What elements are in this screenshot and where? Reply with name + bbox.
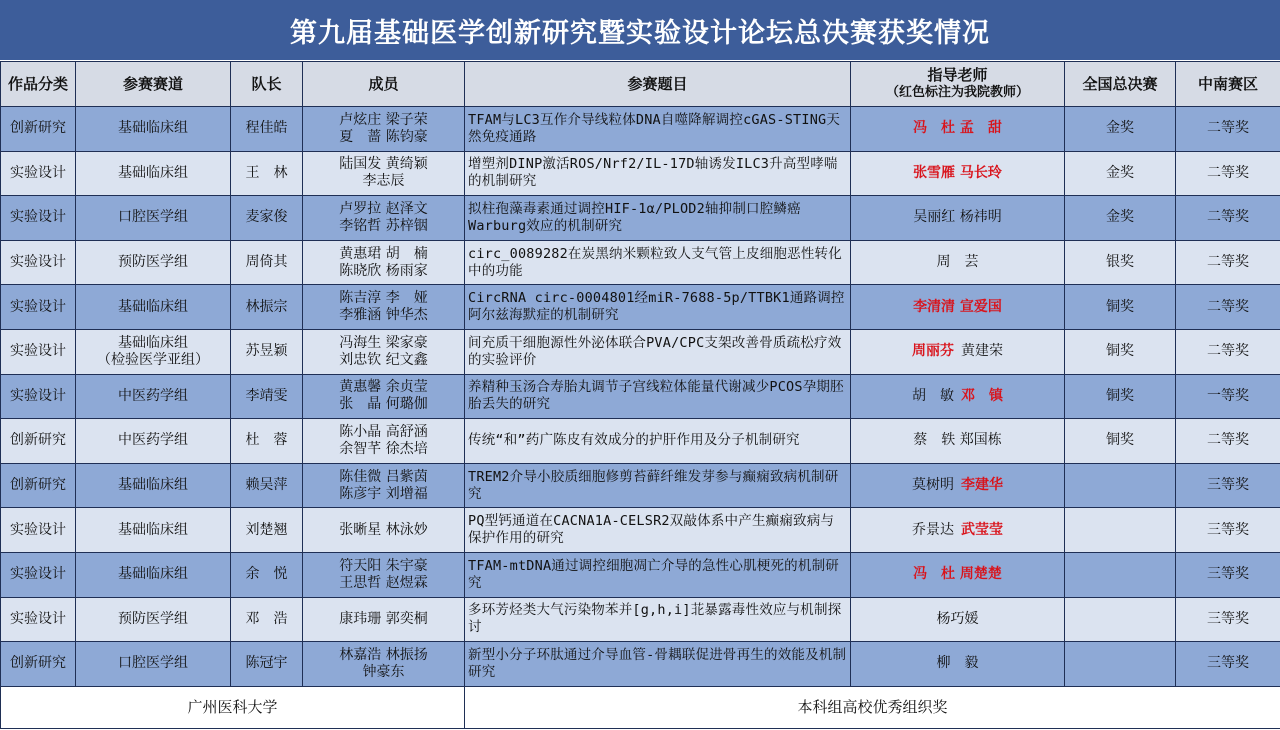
cell-advisor xyxy=(851,552,1065,597)
cell-regional: 二等奖 xyxy=(1176,285,1280,330)
track-label: 预防医学组 xyxy=(118,610,188,627)
cell-topic: circ_0089282在炭黑纳米颗粒致人支气管上皮细胞恶性转化中的功能 xyxy=(465,240,851,285)
advisor-school-teacher: 邓 镇 xyxy=(961,387,1003,404)
members-line-1: 陈小晶 高舒涵 xyxy=(339,423,428,440)
members-line-1: 张晰星 林泳妙 xyxy=(339,521,428,538)
cell-track xyxy=(76,329,231,374)
header-advisor-note: （红色标注为我院教师） xyxy=(885,85,1029,100)
members-line-1: 卢罗拉 赵泽文 xyxy=(339,200,428,217)
members-line-1: 康玮珊 郭奕桐 xyxy=(339,610,428,627)
advisor-school-teacher: 冯 杜 孟 甜 xyxy=(913,120,1002,137)
cell-advisor xyxy=(851,642,1065,687)
cell-regional: 三等奖 xyxy=(1176,508,1280,553)
members-line-2: 夏 蔷 陈钧豪 xyxy=(339,128,428,145)
cell-members xyxy=(303,597,465,642)
header-regional: 中南赛区 xyxy=(1176,62,1280,107)
members-line-2: 陈晓欣 杨雨家 xyxy=(339,262,428,279)
cell-national xyxy=(1065,642,1176,687)
header-advisor-label: 指导老师 xyxy=(927,66,988,84)
cell-category: 实验设计 xyxy=(1,151,76,196)
cell-regional: 三等奖 xyxy=(1176,463,1280,508)
table-row xyxy=(1,196,1280,241)
table-row xyxy=(1,329,1280,374)
advisor-external-teacher: 吴丽红 杨祎明 xyxy=(913,209,1002,226)
cell-topic: 拟柱孢藻毒素通过调控HIF-1α/PLOD2轴抑制口腔鳞癌Warburg效应的机制研究 xyxy=(465,196,851,241)
header-leader: 队长 xyxy=(231,62,303,107)
cell-category: 创新研究 xyxy=(1,642,76,687)
advisor-school-teacher: 张雪雁 马长玲 xyxy=(913,164,1002,181)
cell-members xyxy=(303,463,465,508)
table-row xyxy=(1,240,1280,285)
advisor-school-teacher: 李清清 宣爱国 xyxy=(913,298,1002,315)
cell-members xyxy=(303,107,465,152)
cell-national: 铜奖 xyxy=(1065,419,1176,464)
cell-topic: 养精种玉汤合寿胎丸调节子宫线粒体能量代谢减少PCOS孕期胚胎丢失的研究 xyxy=(465,374,851,419)
cell-regional: 三等奖 xyxy=(1176,642,1280,687)
cell-leader: 刘楚翘 xyxy=(231,508,303,553)
cell-national: 银奖 xyxy=(1065,240,1176,285)
table-row xyxy=(1,151,1280,196)
cell-members xyxy=(303,285,465,330)
cell-advisor xyxy=(851,463,1065,508)
table-row xyxy=(1,642,1280,687)
members-line-1: 冯海生 梁家豪 xyxy=(339,334,428,351)
cell-advisor xyxy=(851,196,1065,241)
cell-regional: 一等奖 xyxy=(1176,374,1280,419)
cell-track xyxy=(76,419,231,464)
cell-regional: 二等奖 xyxy=(1176,329,1280,374)
members-line-2: 张 晶 何璐伽 xyxy=(339,396,428,413)
cell-regional: 二等奖 xyxy=(1176,419,1280,464)
track-label: 预防医学组 xyxy=(118,254,188,271)
advisor-school-teacher: 周丽芬 xyxy=(912,343,954,360)
cell-members xyxy=(303,419,465,464)
table-row xyxy=(1,419,1280,464)
cell-category: 实验设计 xyxy=(1,285,76,330)
cell-track xyxy=(76,597,231,642)
cell-topic: TFAM与LC3互作介导线粒体DNA自噬降解调控cGAS-STING天然免疫通路 xyxy=(465,107,851,152)
table-row xyxy=(1,508,1280,553)
cell-track xyxy=(76,374,231,419)
cell-category: 创新研究 xyxy=(1,107,76,152)
cell-members xyxy=(303,374,465,419)
table-row xyxy=(1,107,1280,152)
header-row xyxy=(1,62,1280,107)
members-line-1: 卢炫庄 梁子荣 xyxy=(339,111,428,128)
cell-track xyxy=(76,508,231,553)
track-label: 基础临床组 xyxy=(118,164,188,181)
table-row xyxy=(1,552,1280,597)
track-label: 基础临床组 xyxy=(118,120,188,137)
header-topic: 参赛题目 xyxy=(465,62,851,107)
advisor-external-teacher: 蔡 轶 郑国栋 xyxy=(913,432,1002,449)
cell-category: 实验设计 xyxy=(1,329,76,374)
cell-national xyxy=(1065,552,1176,597)
cell-topic: 多环芳烃类大气污染物苯并[g,h,i]苝暴露毒性效应与机制探讨 xyxy=(465,597,851,642)
members-line-2: 刘忠钦 纪文鑫 xyxy=(339,351,428,368)
cell-track xyxy=(76,285,231,330)
cell-track xyxy=(76,463,231,508)
advisor-external-teacher: 周 芸 xyxy=(936,254,979,271)
track-label: 中医药学组 xyxy=(118,387,188,404)
advisor-external-teacher: 黄建荣 xyxy=(961,343,1003,360)
page-title: 第九届基础医学创新研究暨实验设计论坛总决赛获奖情况 xyxy=(0,0,1280,60)
table-row xyxy=(1,374,1280,419)
cell-topic: TREM2介导小胶质细胞修剪苔藓纤维发芽参与癫痫致病机制研究 xyxy=(465,463,851,508)
cell-category: 创新研究 xyxy=(1,463,76,508)
cell-national xyxy=(1065,597,1176,642)
cell-topic: 新型小分子环肽通过介导血管-骨耦联促进骨再生的效能及机制研究 xyxy=(465,642,851,687)
cell-category: 实验设计 xyxy=(1,597,76,642)
members-line-1: 林嘉浩 林振扬 xyxy=(339,646,428,663)
track-label: 口腔医学组 xyxy=(118,209,188,226)
table-row xyxy=(1,597,1280,642)
cell-advisor xyxy=(851,597,1065,642)
members-line-1: 黄惠馨 余贞莹 xyxy=(339,379,428,396)
cell-leader: 杜 蓉 xyxy=(231,419,303,464)
cell-leader: 周倚其 xyxy=(231,240,303,285)
members-line-2: 余智芊 徐杰培 xyxy=(339,440,428,457)
cell-leader: 麦家俊 xyxy=(231,196,303,241)
cell-advisor xyxy=(851,240,1065,285)
cell-regional: 二等奖 xyxy=(1176,107,1280,152)
cell-members xyxy=(303,552,465,597)
advisor-external-teacher: 杨巧媛 xyxy=(936,610,979,627)
members-line-2: 钟豪东 xyxy=(362,663,405,680)
members-line-1: 符天阳 朱宇豪 xyxy=(339,557,428,574)
header-advisor xyxy=(851,62,1065,107)
cell-national xyxy=(1065,508,1176,553)
cell-track xyxy=(76,107,231,152)
cell-members xyxy=(303,642,465,687)
cell-national: 铜奖 xyxy=(1065,374,1176,419)
cell-category: 实验设计 xyxy=(1,508,76,553)
cell-national: 金奖 xyxy=(1065,107,1176,152)
cell-members xyxy=(303,240,465,285)
cell-advisor xyxy=(851,285,1065,330)
members-line-2: 陈彦宇 刘增福 xyxy=(339,485,428,502)
cell-members xyxy=(303,196,465,241)
members-line-2: 王思哲 赵煜霖 xyxy=(339,574,428,591)
cell-national: 铜奖 xyxy=(1065,329,1176,374)
cell-national: 金奖 xyxy=(1065,196,1176,241)
members-line-2: 李铭哲 苏梓铟 xyxy=(339,217,428,234)
cell-national: 金奖 xyxy=(1065,151,1176,196)
header-members: 成员 xyxy=(303,62,465,107)
track-label: 基础临床组 xyxy=(118,334,188,351)
cell-topic: PQ型钙通道在CACNA1A-CELSR2双敲体系中产生癫痫致病与保护作用的研究 xyxy=(465,508,851,553)
cell-members xyxy=(303,151,465,196)
cell-leader: 王 林 xyxy=(231,151,303,196)
cell-topic: 间充质干细胞源性外泌体联合PVA/CPC支架改善骨质疏松疗效的实验评价 xyxy=(465,329,851,374)
cell-regional: 三等奖 xyxy=(1176,552,1280,597)
members-line-1: 陈吉淳 李 娅 xyxy=(339,290,428,307)
footer-row xyxy=(1,686,1280,728)
cell-advisor xyxy=(851,107,1065,152)
cell-regional: 二等奖 xyxy=(1176,196,1280,241)
cell-leader: 陈冠宇 xyxy=(231,642,303,687)
advisor-school-teacher: 冯 杜 周楚楚 xyxy=(913,566,1002,583)
cell-leader: 苏昱颖 xyxy=(231,329,303,374)
cell-category: 实验设计 xyxy=(1,240,76,285)
header-track: 参赛赛道 xyxy=(76,62,231,107)
cell-regional: 三等奖 xyxy=(1176,597,1280,642)
cell-advisor xyxy=(851,508,1065,553)
members-line-1: 陈佳微 吕紫茵 xyxy=(339,468,428,485)
cell-regional: 二等奖 xyxy=(1176,240,1280,285)
cell-topic: TFAM-mtDNA通过调控细胞凋亡介导的急性心肌梗死的机制研究 xyxy=(465,552,851,597)
track-sublabel: （检验医学亚组） xyxy=(97,351,209,368)
header-category: 作品分类 xyxy=(1,62,76,107)
cell-topic: 传统“和”药广陈皮有效成分的护肝作用及分子机制研究 xyxy=(465,419,851,464)
cell-track xyxy=(76,552,231,597)
cell-track xyxy=(76,151,231,196)
cell-leader: 邓 浩 xyxy=(231,597,303,642)
cell-track xyxy=(76,240,231,285)
cell-leader: 程佳皓 xyxy=(231,107,303,152)
advisor-external-teacher: 胡 敏 xyxy=(912,387,954,404)
cell-category: 实验设计 xyxy=(1,552,76,597)
cell-leader: 李靖雯 xyxy=(231,374,303,419)
cell-leader: 林振宗 xyxy=(231,285,303,330)
track-label: 基础临床组 xyxy=(118,521,188,538)
cell-advisor xyxy=(851,329,1065,374)
cell-category: 实验设计 xyxy=(1,196,76,241)
cell-members xyxy=(303,329,465,374)
track-label: 中医药学组 xyxy=(118,432,188,449)
members-line-1: 陆国发 黄绮颖 xyxy=(339,156,428,173)
advisor-external-teacher: 莫树明 xyxy=(912,477,954,494)
cell-regional: 二等奖 xyxy=(1176,151,1280,196)
cell-advisor xyxy=(851,374,1065,419)
advisor-school-teacher: 武莹莹 xyxy=(961,521,1003,538)
advisor-external-teacher: 乔景达 xyxy=(912,521,954,538)
cell-topic: 增塑剂DINP激活ROS/Nrf2/IL-17D轴诱发ILC3升高型哮喘的机制研究 xyxy=(465,151,851,196)
cell-leader: 赖吴萍 xyxy=(231,463,303,508)
track-label: 口腔医学组 xyxy=(118,655,188,672)
cell-members xyxy=(303,508,465,553)
cell-topic: CircRNA circ-0004801经miR-7688-5p/TTBK1通路调控阿尔兹海默症的机制研究 xyxy=(465,285,851,330)
cell-national xyxy=(1065,463,1176,508)
footer-award: 本科组高校优秀组织奖 xyxy=(465,686,1280,728)
cell-leader: 余 悦 xyxy=(231,552,303,597)
members-line-2: 李雅涵 钟华杰 xyxy=(339,307,428,324)
advisor-school-teacher: 李建华 xyxy=(961,477,1003,494)
footer-university: 广州医科大学 xyxy=(1,686,465,728)
cell-national: 铜奖 xyxy=(1065,285,1176,330)
cell-advisor xyxy=(851,419,1065,464)
cell-category: 创新研究 xyxy=(1,419,76,464)
track-label: 基础临床组 xyxy=(118,566,188,583)
cell-track xyxy=(76,642,231,687)
cell-category: 实验设计 xyxy=(1,374,76,419)
track-label: 基础临床组 xyxy=(118,298,188,315)
cell-advisor xyxy=(851,151,1065,196)
track-label: 基础临床组 xyxy=(118,477,188,494)
header-national: 全国总决赛 xyxy=(1065,62,1176,107)
table-row xyxy=(1,463,1280,508)
members-line-1: 黄惠珺 胡 楠 xyxy=(339,245,428,262)
members-line-2: 李志辰 xyxy=(362,173,405,190)
advisor-external-teacher: 柳 毅 xyxy=(936,655,979,672)
cell-track xyxy=(76,196,231,241)
table-row xyxy=(1,285,1280,330)
awards-table xyxy=(0,61,1280,729)
